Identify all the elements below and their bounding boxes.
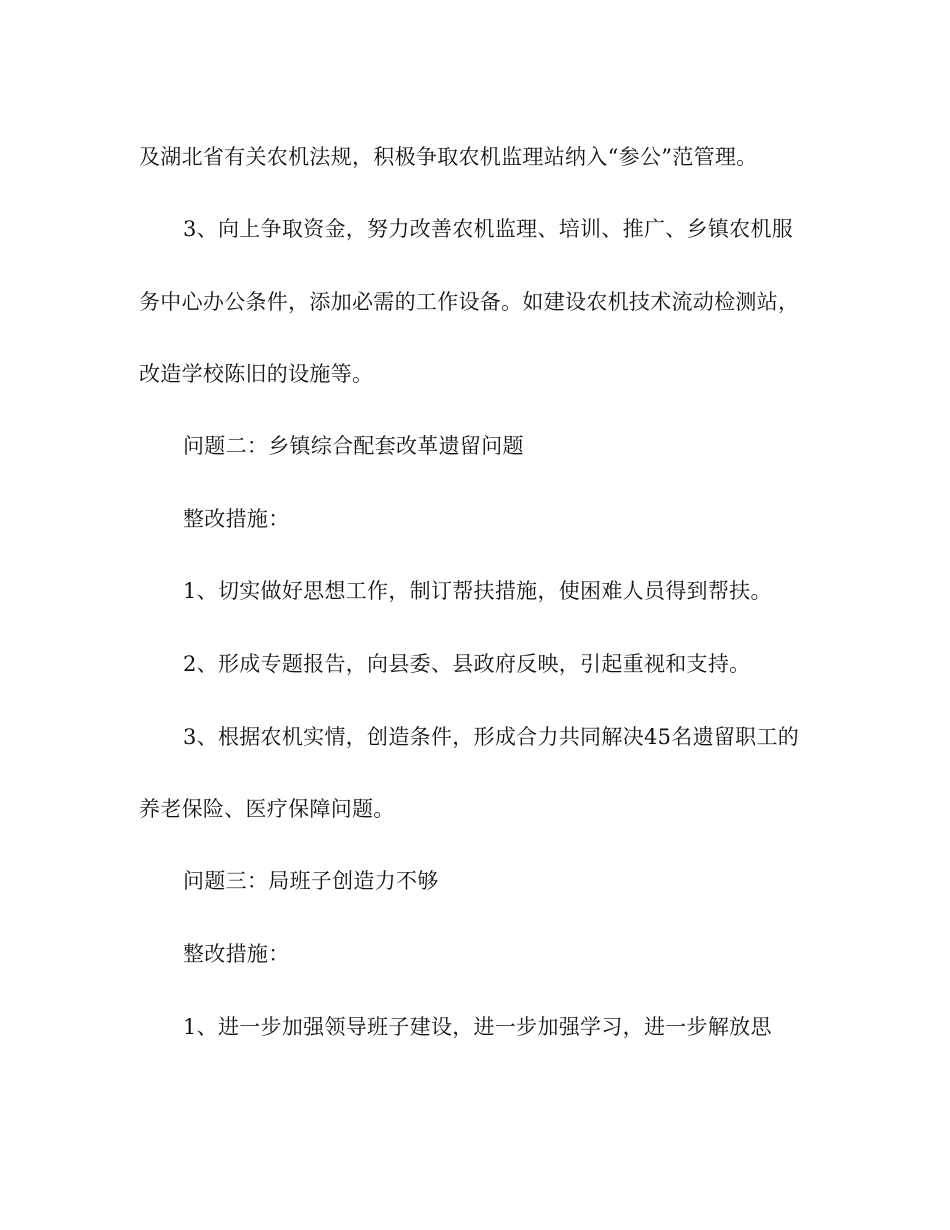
paragraph-line-item-3: 3、向上争取资金，努力改善农机监理、培训、推广、乡镇农机服 [183,217,794,241]
paragraph-line: 务中心办公条件，添加必需的工作设备。如建设农机技术流动检测站， [139,290,800,314]
section-heading-problem-3: 问题三：局班子创造力不够 [183,869,439,893]
measure-item-1: 1、进一步加强领导班子建设，进一步加强学习，进一步解放思 [183,1015,772,1039]
paragraph-line: 养老保险、医疗保障问题。 [139,797,395,821]
measures-heading: 整改措施： [183,507,290,531]
measure-item-2: 2、形成专题报告，向县委、县政府反映，引起重视和支持。 [183,652,751,676]
paragraph-line: 改造学校陈旧的设施等。 [139,362,374,386]
measure-item-3: 3、根据农机实情，创造条件，形成合力共同解决45名遗留职工的 [183,725,800,749]
measure-item-1: 1、切实做好思想工作，制订帮扶措施，使困难人员得到帮扶。 [183,579,772,603]
measures-heading: 整改措施： [183,942,290,966]
section-heading-problem-2: 问题二：乡镇综合配套改革遗留问题 [183,434,524,458]
paragraph-line-continuation: 及湖北省有关农机法规，积极争取农机监理站纳入“参公”范管理。 [139,145,758,169]
